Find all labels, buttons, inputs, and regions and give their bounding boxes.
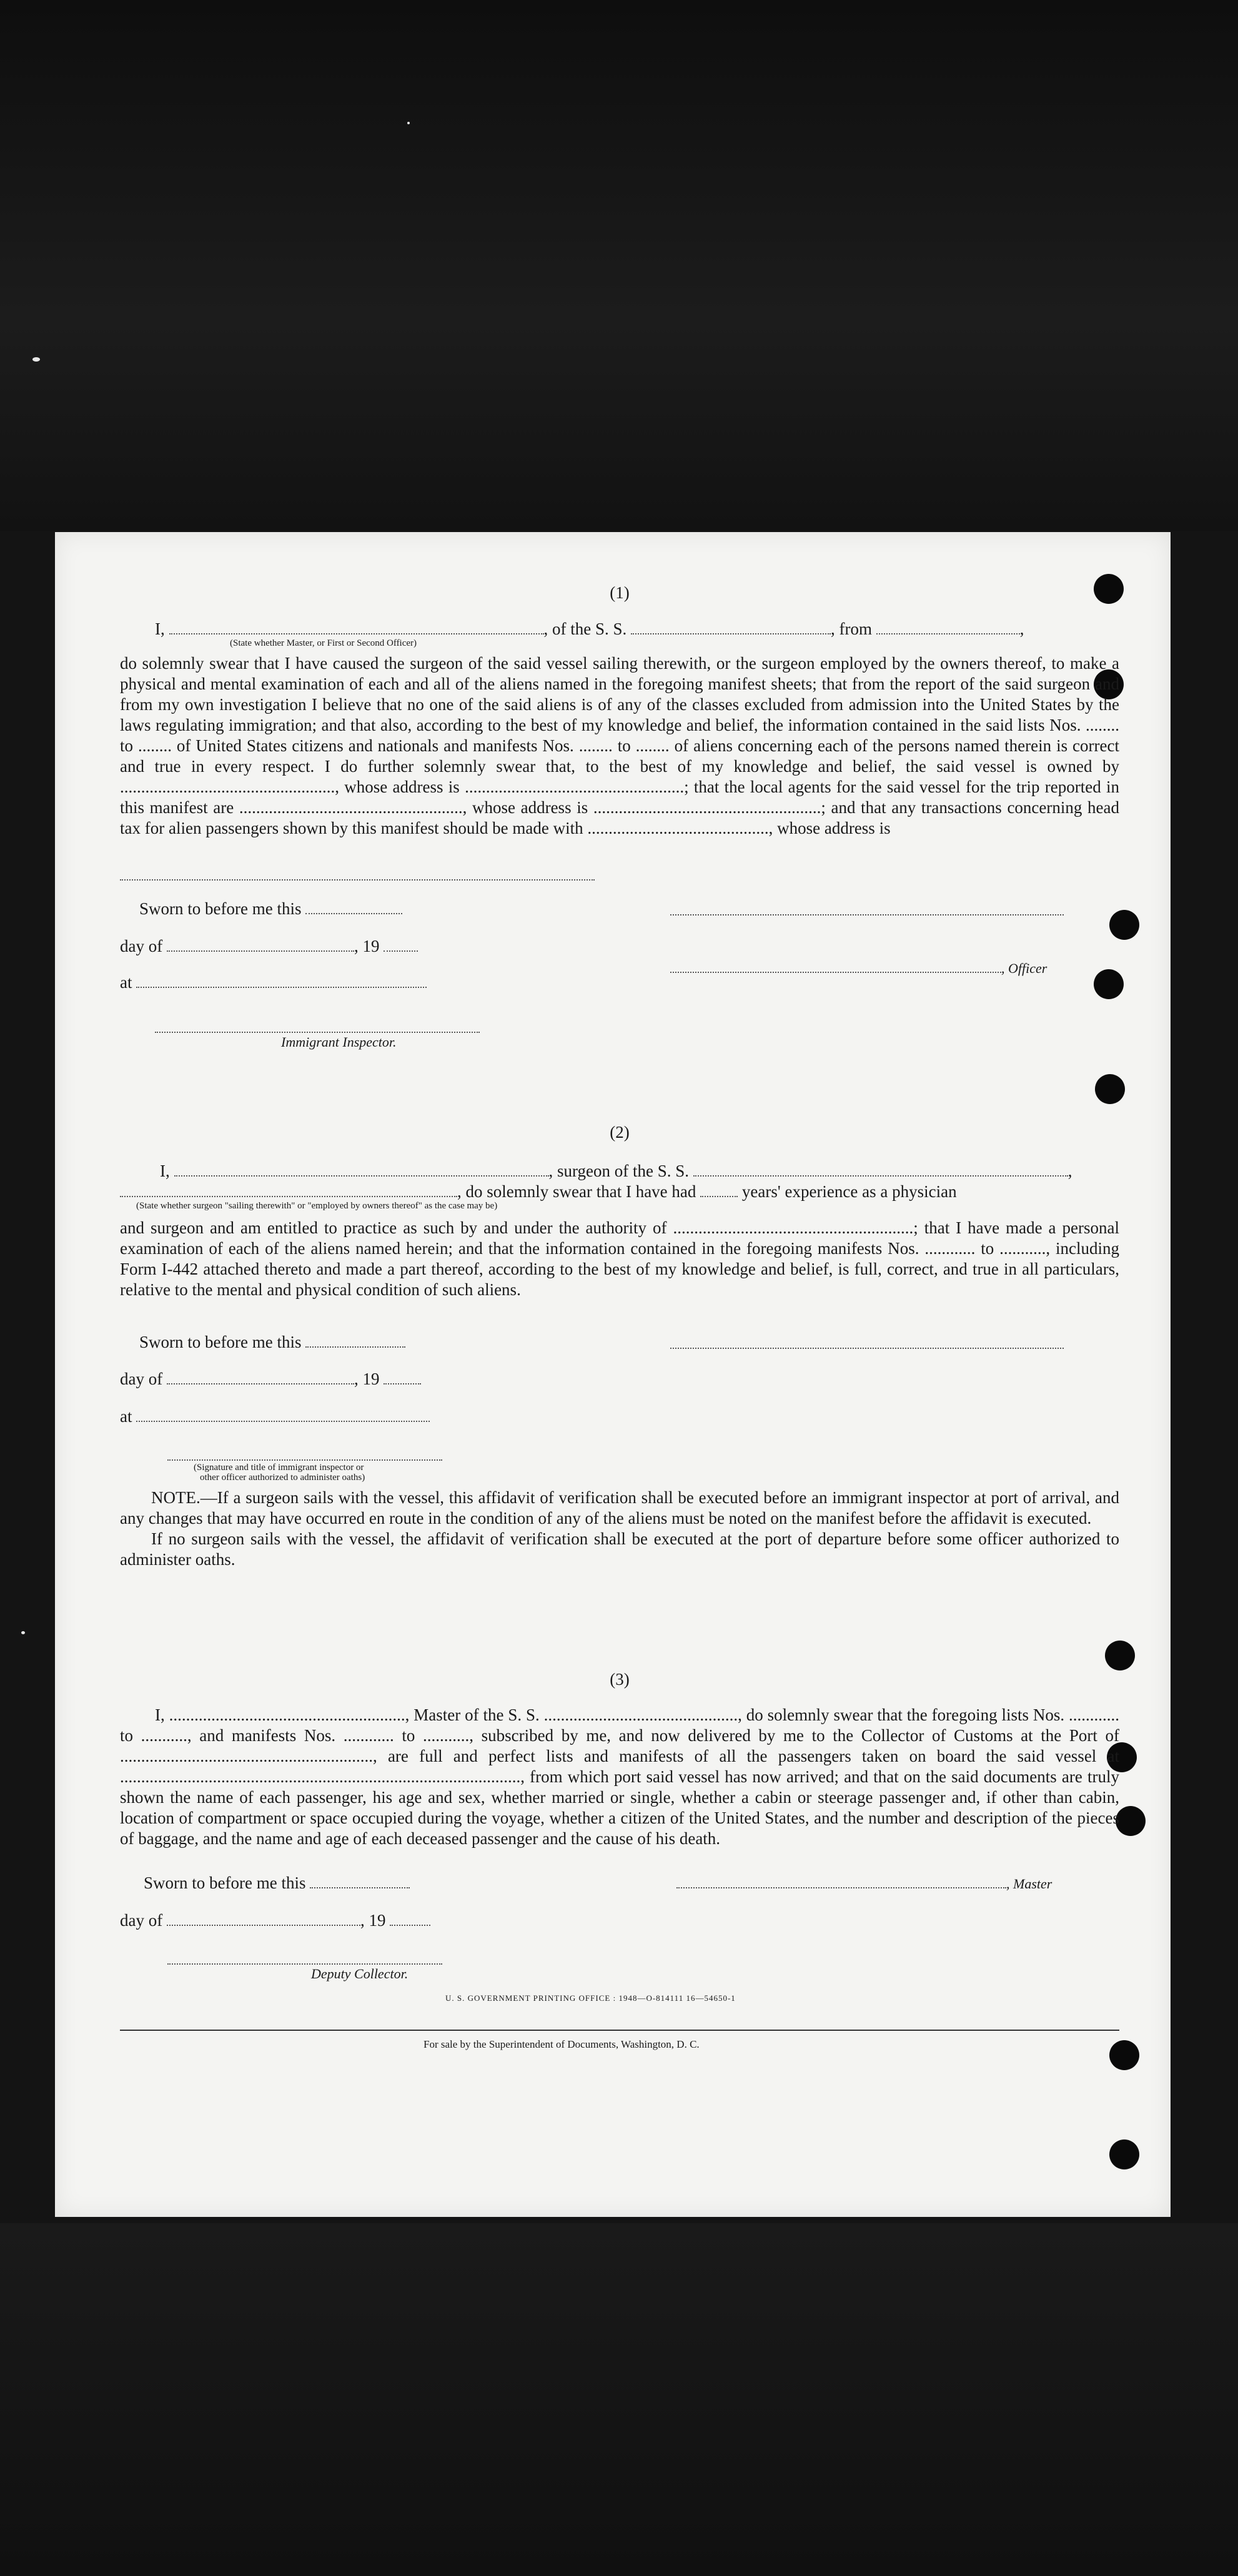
note-text-2: If no surgeon sails with the vessel, the affidavit of verification shall be executed at the port of departure before some officer authorized to administer oaths. [120,1529,1119,1569]
section-1-text: do solemnly swear that I have caused the surgeon of the said vessel sailing therewith, or the surgeon employed by the owners thereof, to make a physical and mental examination of each and all of the aliens named in the foregoing manifest sheets; that from the report of the said surgeon and from my own investigation I believe that no one of the said aliens is of any of the classes excluded from admission into the United States by the laws regulating immigration; and that also, according to the best of my knowledge and belief, the information contained in the said lists Nos. ........ to ........ of United States citizens and nationals and manifests Nos. ........ to ........ of aliens concerning each of the persons named therein is correct and true in every respect. I do further solemnly swear that, to the best of my knowledge and belief, the said vessel is owned by ..................................................., whose address is ....................................................; that the local agents for the said vessel for the trip reported in this manifest are ....................................................., whose address is ......................................................; and that any transactions concerning head tax for alien passengers shown by this manifest should be made with ..........................................., whose address is [120,654,1119,837]
officer-label: , Officer [1001,960,1047,976]
print-line: U. S. GOVERNMENT PRINTING OFFICE : 1948—O-814111 16—54650-1 [445,1993,736,2003]
month-field[interactable] [167,1911,360,1926]
section-3-number: (3) [610,1670,630,1689]
punch-hole [1109,2139,1139,2169]
master-name-field[interactable] [169,619,544,634]
month-field[interactable] [167,1369,354,1384]
year-field[interactable] [390,1911,430,1926]
day-row-2 [120,1369,421,1389]
label-i: I, [155,619,165,638]
form-page [55,532,1171,2217]
address-line[interactable] [120,878,595,881]
punch-hole [1095,1074,1125,1104]
month-field[interactable] [167,937,354,952]
inspector-label: Immigrant Inspector. [281,1034,397,1050]
scan-speck [21,1631,25,1634]
section-2-line-1: I, , surgeon of the S. S. , [160,1162,1072,1180]
year-label: , 19 [354,937,380,955]
year-field[interactable] [384,937,418,952]
scan-background-top [0,0,1238,531]
section-2-text: and surgeon and am entitled to practice as such by and under the authority of .........................................................; that I have made a personal examination of each of the aliens named herein; and that the information contained in the foregoing manifests Nos. ............ to ..........., including Form I-442 attached thereto and made a part thereof, according to the best of my knowledge and belief, is full, correct, and true in all particulars, relative to the mental and physical condition of such aliens. [120,1218,1119,1299]
punch-hole [1116,1806,1146,1836]
section-1-number: (1) [610,583,630,602]
sworn-label: Sworn to before me this [144,1873,306,1892]
sworn-row-1 [139,899,402,919]
surgeon-signature-line[interactable] [670,1346,1064,1349]
sworn-row-2 [139,1333,405,1352]
day-of-label: day of [120,937,163,955]
surgeon-note-paragraph [120,1488,1119,1570]
sworn-label: Sworn to before me this [139,1333,302,1351]
years-field[interactable] [700,1182,738,1197]
sworn-row-3 [144,1873,410,1893]
scan-speck [32,357,40,362]
master-signature-field[interactable] [676,1873,1006,1888]
origin-port-field[interactable] [876,619,1020,634]
swear-label: , do solemnly swear that I have had [457,1182,696,1201]
section-3-text: I, ........................................................, Master of the S. S. .............................................., do solemnly swear that the foregoing lists Nos. ............ to ..........., and manifests Nos. ............ to ..........., subscribed by me, and now delivered by me to the Collector of Customs at the Port of ............................................................, are full and perfect lists and manifests of all the passengers taken on board the said vessel at ..............................................................................................., from which port said vessel has now arrived; and that on the said documents are truly shown the name of each passenger, his age and sex, whether married or single, whether a cabin or steerage passenger and, if other than cabin, location of compartment or space occupied during the voyage, whether a citizen of the United States, and the number and description of the pieces of baggage, and the name and age of each deceased passenger and the cause of his death. [120,1705,1119,1848]
note-text: NOTE.—If a surgeon sails with the vessel, this affidavit of verification shall be executed before an immigrant inspector at port of arrival, and any changes that may have occurred en route in the condition of any of the aliens must be noted on the manifest before the affidavit is executed. [120,1488,1119,1527]
deputy-signature-line[interactable] [167,1962,442,1965]
punch-hole [1094,969,1124,999]
deputy-label: Deputy Collector. [311,1966,409,1981]
label-of-ss: , of the S. S. [543,619,627,638]
year-field[interactable] [384,1369,421,1384]
at-label: at [120,1407,132,1426]
day-row-3 [120,1911,430,1930]
signature-note-2: other officer authorized to administer oaths) [200,1473,365,1483]
surgeon-vessel-field[interactable] [693,1162,1068,1177]
punch-hole [1105,1641,1135,1670]
label-surgeon-of-ss: , surgeon of the S. S. [548,1162,690,1180]
master-note: (State whether Master, or First or Second Officer) [230,638,417,648]
years-label: years' experience as a physician [741,1182,957,1201]
officer-row [670,958,1047,977]
label-i: I, [160,1162,170,1180]
scan-background-bottom [0,2223,1238,2576]
sworn-day-field[interactable] [305,1333,405,1348]
year-label: , 19 [360,1911,386,1930]
vessel-name-field[interactable] [631,619,831,634]
section-2-line-2 [120,1182,957,1202]
surgeon-name-field[interactable] [174,1162,549,1177]
signature-note-1: (Signature and title of immigrant inspector or [194,1463,364,1473]
section-1-body [120,653,1119,839]
year-label: , 19 [354,1369,380,1388]
day-of-label: day of [120,1369,163,1388]
section-1-opening: I, , of the S. S. , from , [155,619,1024,638]
sworn-label: Sworn to before me this [139,899,302,918]
section-2-body [120,1218,1119,1300]
at-row-2 [120,1407,430,1426]
surgeon-status-field[interactable] [120,1182,457,1197]
day-row-1 [120,937,418,956]
surgeon-note: (State whether surgeon "sailing therewith" or "employed by owners thereof" as the case may be) [136,1201,498,1211]
master-row [676,1873,1052,1893]
authority-signature-line[interactable] [167,1458,442,1461]
label-from: , from [831,619,872,638]
section-3-body [120,1705,1119,1849]
sale-line: For sale by the Superintendent of Documents, Washington, D. C. [423,2038,700,2050]
footer-rule [120,2030,1119,2031]
location-field[interactable] [136,973,427,988]
sworn-day-field[interactable] [310,1873,410,1888]
inspector-signature-line[interactable] [155,1030,480,1033]
day-of-label: day of [120,1911,163,1930]
sworn-day-field[interactable] [305,899,402,914]
at-label: at [120,973,132,992]
section-2-number: (2) [610,1123,630,1142]
master-label: , Master [1006,1876,1052,1892]
officer-title-field[interactable] [670,958,1001,973]
punch-hole [1109,2040,1139,2070]
location-field[interactable] [136,1407,430,1422]
scan-speck [407,122,410,124]
punch-hole [1109,910,1139,940]
officer-signature-line[interactable] [670,913,1064,915]
at-row-1 [120,973,427,992]
